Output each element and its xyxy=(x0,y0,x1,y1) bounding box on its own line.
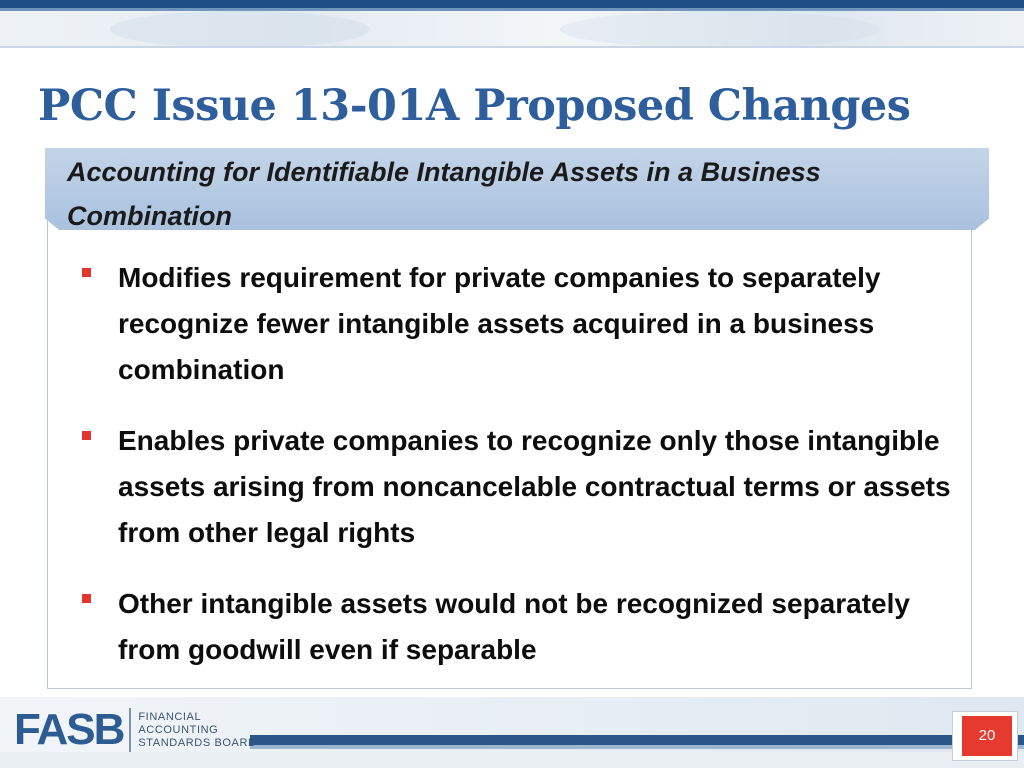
bullet-item xyxy=(78,418,963,556)
bullet-text: Other intangible assets would not be recognized separately from goodwill even if separable xyxy=(118,588,910,665)
header-decoration-band xyxy=(0,0,1024,48)
bullet-text: Modifies requirement for private companies to separately recognize fewer intangible assets acquired in a business combination xyxy=(118,262,881,385)
slide-title: PCC Issue 13-01A Proposed Changes xyxy=(38,81,911,131)
page-number: 20 xyxy=(962,716,1012,756)
logo-word: STANDARDS BOARD xyxy=(138,736,257,749)
square-bullet-icon xyxy=(82,268,91,277)
logo-word: ACCOUNTING xyxy=(138,723,219,736)
square-bullet-icon xyxy=(82,431,91,440)
bullet-item xyxy=(78,581,963,673)
subtitle-text: Accounting for Identifiable Intangible Assets in a Business Combination xyxy=(67,157,821,231)
logo-divider xyxy=(129,708,131,752)
logo-word: FINANCIAL xyxy=(138,710,202,723)
bullet-text: Enables private companies to recognize only those intangible assets arising from noncancelable contractual terms or assets from other legal rights xyxy=(118,425,951,548)
fasb-logo-words xyxy=(138,711,256,750)
bullet-item xyxy=(78,255,963,393)
bullet-list xyxy=(78,255,963,698)
fasb-logo xyxy=(14,704,257,756)
fasb-logo-mark: FASB xyxy=(14,705,124,754)
square-bullet-icon xyxy=(82,594,91,603)
